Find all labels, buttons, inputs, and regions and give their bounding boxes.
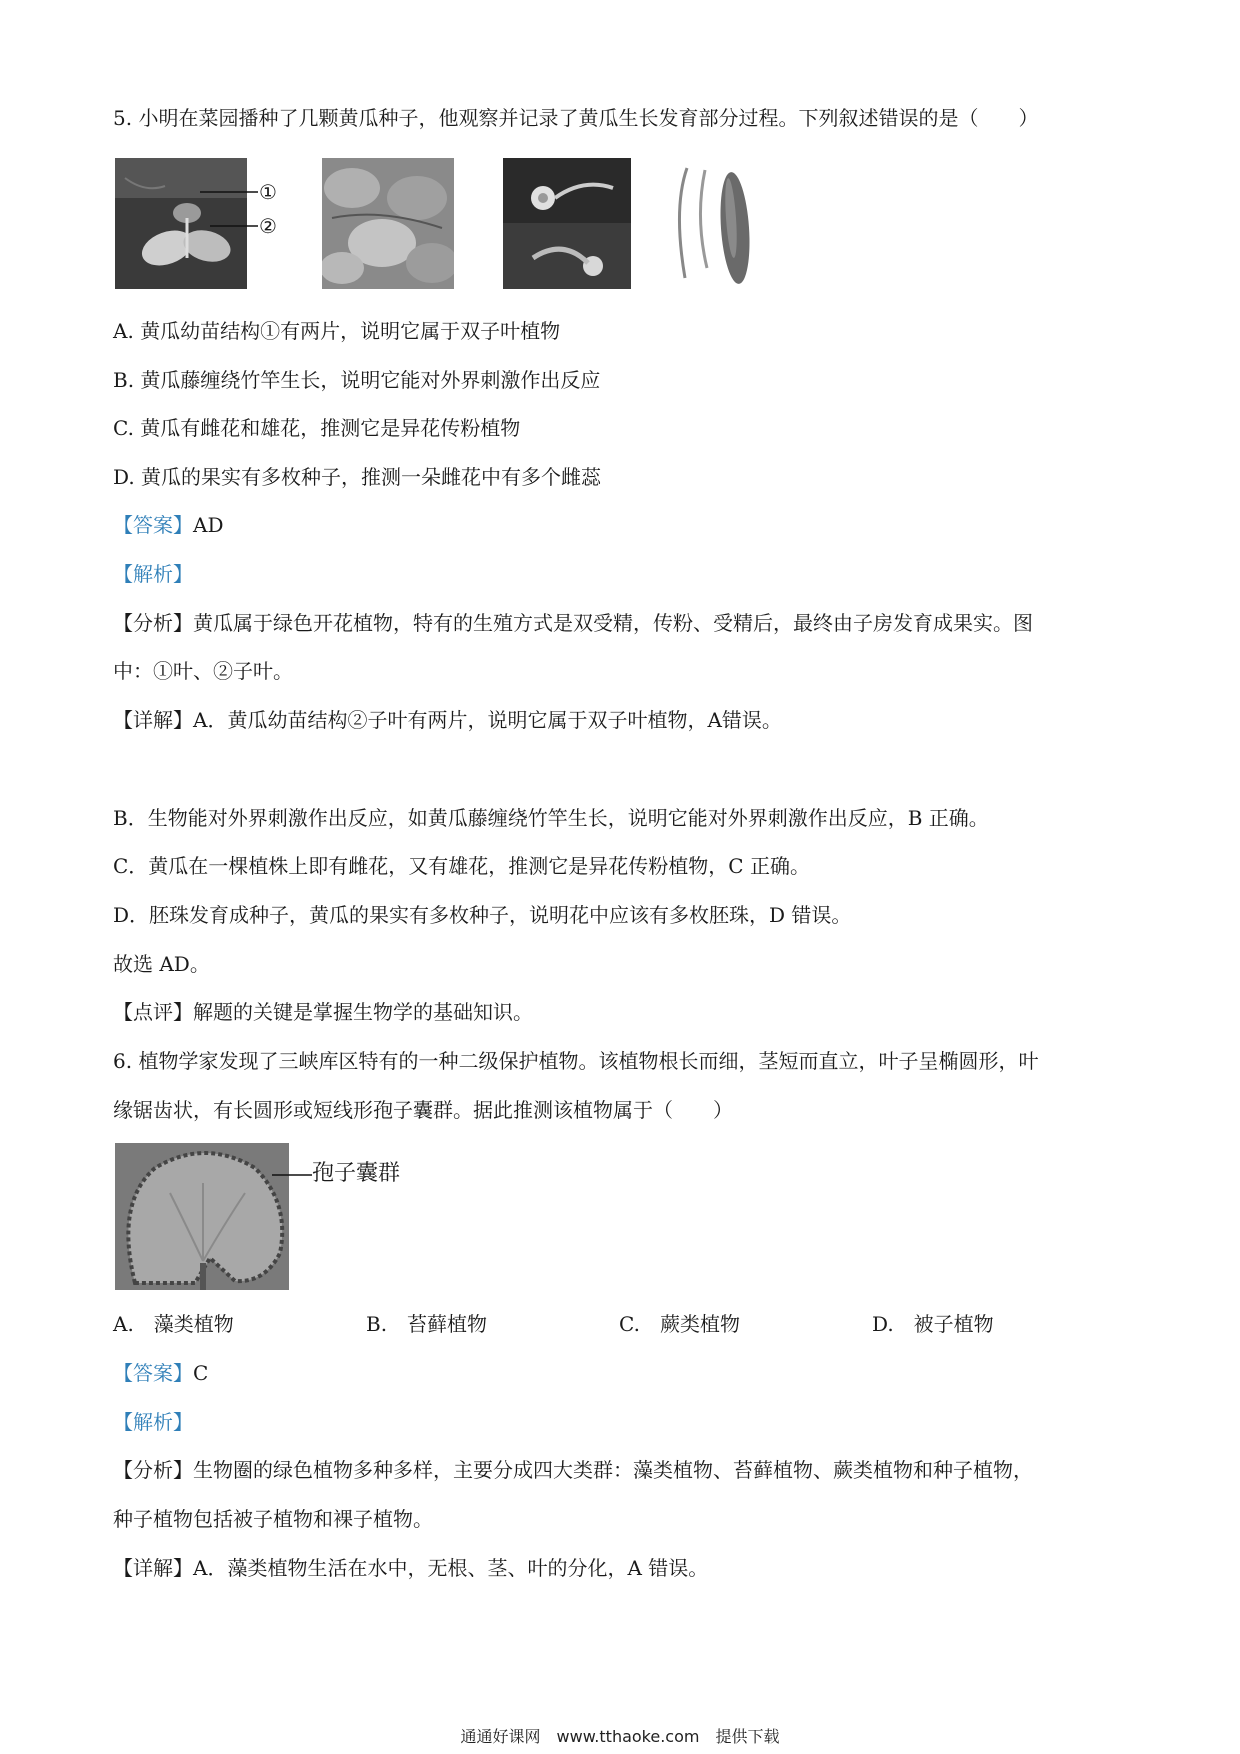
q6-stem-line1: 6. 植物学家发现了三峡库区特有的一种二级保护植物。该植物根长而细，茎短而直立，叶子呈椭圆形，叶 [113,1049,1039,1073]
q5-option-c: C. 黄瓜有雌花和雄花，推测它是异花传粉植物 [113,416,521,440]
label-2: ② [259,214,277,238]
q6-fenxi-line2: 种子植物包括被子植物和裸子植物。 [113,1507,433,1531]
q6-xiangjie-a [113,1554,708,1582]
xiangjie-a-text: A．藻类植物生活在水中，无根、茎、叶的分化，A 错误。 [193,1556,709,1580]
q5-option-d: D. 黄瓜的果实有多枚种子，推测一朵雌花中有多个雌蕊 [113,465,602,489]
q5-fenxi-line2: 中：①叶、②子叶。 [113,659,293,683]
sorus-label-line [272,1170,312,1180]
fenxi-tag: 【分析】 [113,611,193,635]
q6-option-d: D. 被子植物 [872,1312,994,1336]
q5-answer [113,511,223,539]
q5-xiangjie-c: C．黄瓜在一棵植株上即有雌花，又有雄花，推测它是异花传粉植物，C 正确。 [113,854,810,878]
fenxi-text: 黄瓜属于绿色开花植物，特有的生殖方式是双受精，传粉、受精后，最终由子房发育成果实。图 [193,611,1033,635]
xiangjie-a-text: A．黄瓜幼苗结构②子叶有两片，说明它属于双子叶植物，A错误。 [193,708,782,732]
fenxi-text: 生物圈的绿色植物多种多样，主要分成四大类群：藻类植物、苔藓植物、蕨类植物和种子植物， [193,1458,1033,1482]
q5-analysis-heading [113,560,193,588]
q6-fenxi-line1 [113,1456,1033,1484]
sorus-label: 孢子囊群 [312,1161,401,1186]
page-footer: 通通好课网 www.tthaoke.com 提供下载 [460,1727,780,1746]
q6-option-c: C. 蕨类植物 [619,1312,740,1336]
answer-value: AD [193,513,224,537]
cucumber-fruit-photo [665,158,765,289]
q5-xiangjie-b: B．生物能对外界刺激作出反应，如黄瓜藤缠绕竹竿生长，说明它能对外界刺激作出反应，B 正确。 [113,806,989,830]
answer-tag: 【答案】 [113,1361,193,1385]
analysis-tag: 【解析】 [113,1410,193,1434]
q5-dianping [113,998,533,1026]
q5-xiangjie-a [113,706,782,734]
xiangjie-tag: 【详解】 [113,1556,193,1580]
cucumber-flower-photo [503,158,631,289]
analysis-tag: 【解析】 [113,562,193,586]
label-1: ① [259,180,277,204]
cucumber-vine-photo [322,158,454,289]
q5-conclusion: 故选 AD。 [113,952,210,976]
q6-stem-line2: 缘锯齿状，有长圆形或短线形孢子囊群。据此推测该植物属于（ ） [113,1098,733,1122]
fenxi-tag: 【分析】 [113,1458,193,1482]
q5-option-b: B. 黄瓜藤缠绕竹竿生长，说明它能对外界刺激作出反应 [113,368,601,392]
answer-tag: 【答案】 [113,513,193,537]
q5-stem: 5. 小明在菜园播种了几颗黄瓜种子，他观察并记录了黄瓜生长发育部分过程。下列叙述错误的是（ ） [113,106,1039,130]
q5-option-a: A. 黄瓜幼苗结构①有两片，说明它属于双子叶植物 [113,319,561,343]
dianping-text: 解题的关键是掌握生物学的基础知识。 [193,1000,533,1024]
q5-xiangjie-d: D．胚珠发育成种子，黄瓜的果实有多枚种子，说明花中应该有多枚胚珠，D 错误。 [113,903,852,927]
dianping-tag: 【点评】 [113,1000,193,1024]
answer-value: C [193,1361,209,1385]
q6-analysis-heading [113,1408,193,1436]
q6-answer [113,1359,208,1387]
q6-option-a: A. 藻类植物 [113,1312,234,1336]
fern-leaf-photo [115,1143,289,1290]
q5-fenxi-line1 [113,609,1033,637]
xiangjie-tag: 【详解】 [113,708,193,732]
q6-option-b: B. 苔藓植物 [366,1312,488,1336]
